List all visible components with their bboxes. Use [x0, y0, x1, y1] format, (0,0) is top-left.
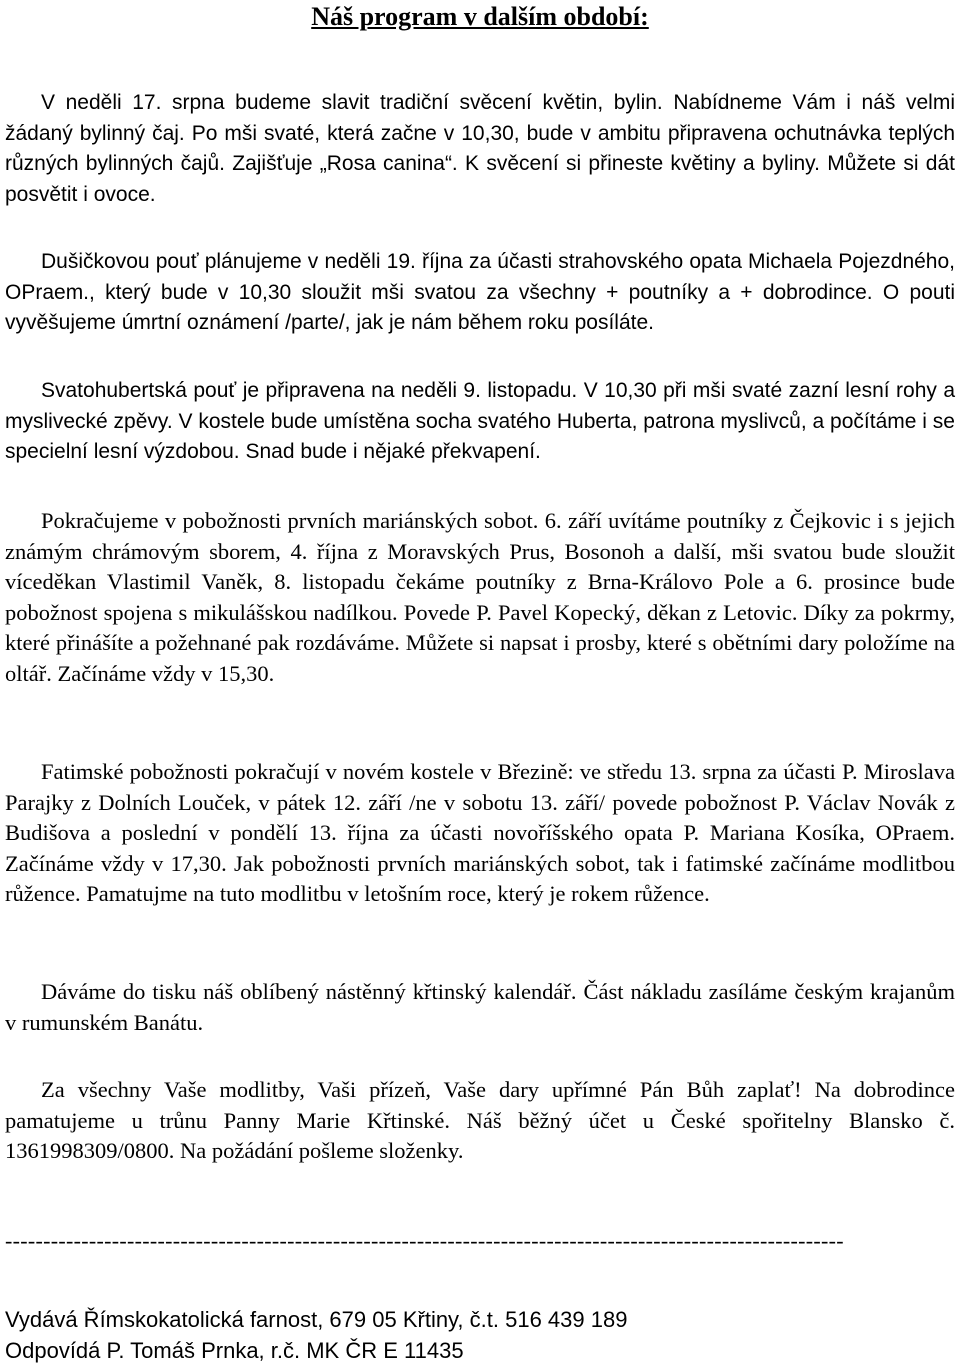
- page-title: Náš program v dalším období:: [311, 2, 649, 31]
- paragraph-st-hubert-pilgrimage: Svatohubertská pouť je připravena na neděli 9. listopadu. V 10,30 při mši svaté zazní lesní rohy a myslivecké zpěvy. V kostele bude umístěna socha svatého Huberta, patrona myslivců, a počítáme i se specielní lesní výzdobou. Snad bude i nějaké překvapení.: [5, 379, 955, 463]
- footer-responsible: Odpovídá P. Tomáš Prnka, r.č. MK ČR E 11435: [5, 1338, 464, 1363]
- footer-publisher: Vydává Římskokatolická farnost, 679 05 Křtiny, č.t. 516 439 189: [5, 1307, 628, 1332]
- paragraph-thanks: Za všechny Vaše modlitby, Vaši přízeň, Vaše dary upřímné Pán Bůh zaplať! Na dobrodince pamatujeme u trůnu Panny Marie Křtinské. Náš běžný účet u České spořitelny Blansko č. 1361998309/0800. Na požádání pošleme složenky.: [5, 1077, 955, 1163]
- paragraph-marian-saturdays: Pokračujeme v pobožnosti prvních mariánských sobot. 6. září uvítáme poutníky z Čejkovic i s jejich známým chrámovým sborem, 4. října z Moravských Prus, Bosonoh a další, mši svatou bude sloužit víceděkan Vlastimil Vaněk, 8. listopadu čekáme poutníky z Brna-Královo Pole a 6. prosince bude pobožnost spojena s mikulášskou nadílkou. Povede P. Pavel Kopecký, děkan z Letovic. Díky za pokrmy, které přinášíte a požehnané pak rozdáváme. Můžete si napsat i prosby, které s obětními dary položíme na oltář. Začínáme vždy v 15,30.: [5, 508, 955, 686]
- paragraph-herb-blessing: V neděli 17. srpna budeme slavit tradiční svěcení květin, bylin. Nabídneme Vám i náš velmi žádaný bylinný čaj. Po mši svaté, která začne v 10,30, bude v ambitu připravena ochutnávka teplých různých bylinných čajů. Zajišťuje „Rosa canina“. K svěcení si přineste květiny a byliny. Můžete si dát posvětit i ovoce.: [5, 91, 955, 206]
- paragraph-fatima-devotions: Fatimské pobožnosti pokračují v novém kostele v Březině: ve středu 13. srpna za účasti P. Miroslava Parajky z Dolních Louček, v pátek 12. září /ne v sobotu 13. září/ povede pobožnost P. Václav Novák z Budišova a poslední v pondělí 13. října za účasti novoříšského opata P. Mariana Kosíka, OPraem. Začínáme vždy v 17,30. Jak pobožnosti prvních mariánských sobot, tak i fatimské začínáme modlitbou růžence. Pamatujme na tuto modlitbu v letošním roce, který je rokem růžence.: [5, 759, 955, 906]
- dashed-separator: --------------------------------------------------------------------------------------------------------------: [5, 1228, 844, 1253]
- paragraph-calendar: Dáváme do tisku náš oblíbený nástěnný křtinský kalendář. Část nákladu zasíláme českým krajanům v rumunském Banátu.: [5, 979, 955, 1035]
- paragraph-all-souls-pilgrimage: Dušičkovou pouť plánujeme v neděli 19. října za účasti strahovského opata Michaela Pojezdného, OPraem., který bude v 10,30 sloužit mši svatou za všechny + poutníky a + dobrodince. O pouti vyvěšujeme úmrtní oznámení /parte/, jak je nám během roku posíláte.: [5, 250, 955, 334]
